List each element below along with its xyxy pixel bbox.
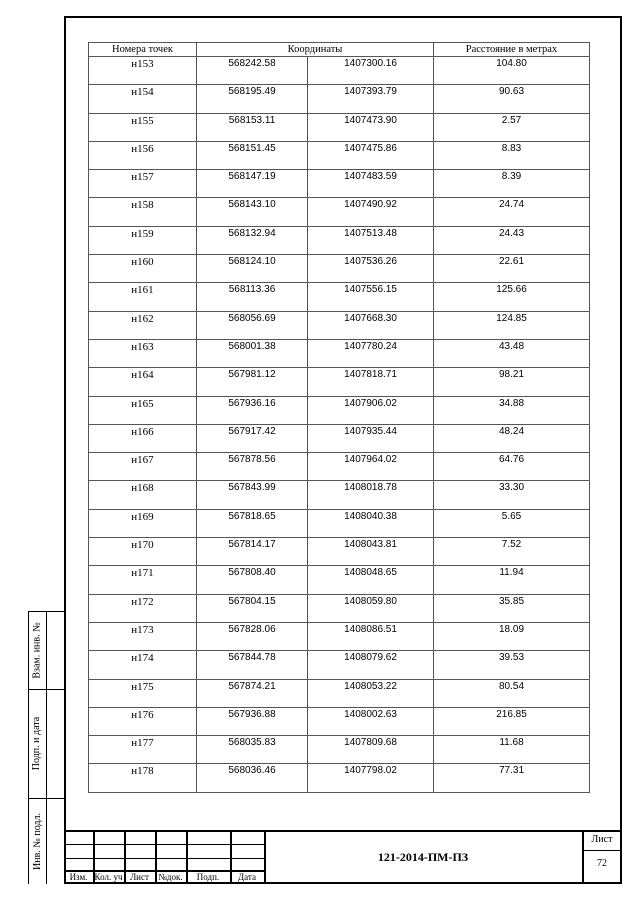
stamp-izm: Изм. [69,872,88,882]
point-number-cell: н171 [89,566,197,594]
coord-x-cell: 567804.15 [197,594,308,622]
coord-x-cell: 567917.42 [197,424,308,452]
point-number-cell: н176 [89,707,197,735]
coord-x-cell: 567878.56 [197,453,308,481]
distance-cell: 22.61 [434,255,590,283]
coord-x-cell: 568036.46 [197,764,308,792]
coord-y-cell: 1408048.65 [308,566,434,594]
point-number-cell: н156 [89,141,197,169]
coord-x-cell: 567818.65 [197,509,308,537]
coord-x-cell: 568056.69 [197,311,308,339]
distance-cell: 35.85 [434,594,590,622]
table-body [89,57,590,793]
table-row [89,566,590,594]
coord-y-cell: 1407556.15 [308,283,434,311]
coord-x-cell: 567844.78 [197,651,308,679]
coord-y-cell: 1408043.81 [308,538,434,566]
coord-x-cell: 568143.10 [197,198,308,226]
coord-x-cell: 568124.10 [197,255,308,283]
header-distance: Расстояние в метрах [434,43,590,57]
distance-cell: 39.53 [434,651,590,679]
stamp-kol-uch: Кол. уч [94,872,123,882]
side-label-vzam: Взам. инв. № [31,621,43,679]
header-point-numbers: Номера точек [89,43,197,57]
coord-y-cell: 1408018.78 [308,481,434,509]
point-number-cell: н170 [89,538,197,566]
distance-cell: 125.66 [434,283,590,311]
title-block [64,830,622,884]
table-row [89,538,590,566]
coord-y-cell: 1407473.90 [308,113,434,141]
point-number-cell: н165 [89,396,197,424]
side-label-inv: Инв. № подл. [31,812,43,870]
point-number-cell: н154 [89,85,197,113]
point-number-cell: н157 [89,170,197,198]
distance-cell: 48.24 [434,424,590,452]
distance-cell: 2.57 [434,113,590,141]
distance-cell: 8.83 [434,141,590,169]
coord-x-cell: 567843.99 [197,481,308,509]
coord-x-cell: 567981.12 [197,368,308,396]
distance-cell: 18.09 [434,622,590,650]
distance-cell: 7.52 [434,538,590,566]
point-number-cell: н175 [89,679,197,707]
coord-y-cell: 1407780.24 [308,339,434,367]
table-row [89,170,590,198]
distance-cell: 80.54 [434,679,590,707]
coord-y-cell: 1407818.71 [308,368,434,396]
coord-y-cell: 1407809.68 [308,736,434,764]
coord-y-cell: 1408086.51 [308,622,434,650]
distance-cell: 64.76 [434,453,590,481]
coord-y-cell: 1407935.44 [308,424,434,452]
table-row [89,255,590,283]
point-number-cell: н166 [89,424,197,452]
table-row [89,141,590,169]
coord-x-cell: 567814.17 [197,538,308,566]
table-row [89,113,590,141]
distance-cell: 104.80 [434,57,590,85]
sheet-number: 72 [597,858,607,869]
distance-cell: 34.88 [434,396,590,424]
coord-x-cell: 568132.94 [197,226,308,254]
distance-cell: 77.31 [434,764,590,792]
coord-y-cell: 1407964.02 [308,453,434,481]
coord-y-cell: 1407475.86 [308,141,434,169]
distance-cell: 5.65 [434,509,590,537]
coord-x-cell: 568151.45 [197,141,308,169]
table-row [89,283,590,311]
coord-y-cell: 1408079.62 [308,651,434,679]
distance-cell: 24.43 [434,226,590,254]
table-row [89,396,590,424]
coord-y-cell: 1408002.63 [308,707,434,735]
distance-cell: 216.85 [434,707,590,735]
table-header-row [89,43,590,57]
table-row [89,509,590,537]
coord-x-cell: 568242.58 [197,57,308,85]
side-col-values [46,611,65,884]
stamp-podp: Подп. [196,872,220,882]
table-row [89,368,590,396]
document-code: 121-2014-ПМ-ПЗ [377,849,469,864]
coord-x-cell: 567828.06 [197,622,308,650]
stamp-ndok: №док. [158,872,183,882]
coord-x-cell: 568147.19 [197,170,308,198]
coord-x-cell: 567808.40 [197,566,308,594]
table-row [89,339,590,367]
coord-y-cell: 1407300.16 [308,57,434,85]
table-row [89,481,590,509]
point-number-cell: н158 [89,198,197,226]
coord-x-cell: 568113.36 [197,283,308,311]
coord-x-cell: 568035.83 [197,736,308,764]
side-label-podp: Подп. и дата [31,716,43,771]
table-row [89,764,590,792]
point-number-cell: н177 [89,736,197,764]
point-number-cell: н173 [89,622,197,650]
point-number-cell: н167 [89,453,197,481]
distance-cell: 24.74 [434,198,590,226]
sheet-label: Лист [591,834,613,845]
table-row [89,453,590,481]
distance-cell: 90.63 [434,85,590,113]
coord-y-cell: 1407393.79 [308,85,434,113]
table-row [89,424,590,452]
coord-x-cell: 568001.38 [197,339,308,367]
coord-y-cell: 1408059.80 [308,594,434,622]
table-row [89,594,590,622]
table-row [89,622,590,650]
table-row [89,226,590,254]
table-row [89,57,590,85]
stamp-data: Дата [238,872,256,882]
point-number-cell: н163 [89,339,197,367]
table-row [89,707,590,735]
distance-cell: 11.94 [434,566,590,594]
table-row [89,736,590,764]
coord-y-cell: 1408040.38 [308,509,434,537]
distance-cell: 98.21 [434,368,590,396]
table-row [89,651,590,679]
header-coordinates: Координаты [197,43,434,57]
point-number-cell: н162 [89,311,197,339]
table-row [89,85,590,113]
distance-cell: 11.68 [434,736,590,764]
table-row [89,679,590,707]
point-number-cell: н174 [89,651,197,679]
point-number-cell: н161 [89,283,197,311]
side-strip [28,611,64,884]
coord-y-cell: 1407536.26 [308,255,434,283]
coord-x-cell: 568195.49 [197,85,308,113]
coord-y-cell: 1407513.48 [308,226,434,254]
table-row [89,311,590,339]
coord-y-cell: 1407798.02 [308,764,434,792]
point-number-cell: н168 [89,481,197,509]
point-number-cell: н178 [89,764,197,792]
coord-x-cell: 568153.11 [197,113,308,141]
point-number-cell: н160 [89,255,197,283]
coord-x-cell: 567936.88 [197,707,308,735]
coord-x-cell: 567936.16 [197,396,308,424]
coord-x-cell: 567874.21 [197,679,308,707]
coord-y-cell: 1408053.22 [308,679,434,707]
distance-cell: 124.85 [434,311,590,339]
coord-y-cell: 1407906.02 [308,396,434,424]
distance-cell: 43.48 [434,339,590,367]
point-number-cell: н155 [89,113,197,141]
table-row [89,198,590,226]
point-number-cell: н153 [89,57,197,85]
point-number-cell: н169 [89,509,197,537]
coord-y-cell: 1407490.92 [308,198,434,226]
point-number-cell: н159 [89,226,197,254]
coord-y-cell: 1407483.59 [308,170,434,198]
distance-cell: 33.30 [434,481,590,509]
stamp-list: Лист [130,872,149,882]
point-number-cell: н164 [89,368,197,396]
coord-y-cell: 1407668.30 [308,311,434,339]
distance-cell: 8.39 [434,170,590,198]
coordinates-table [88,42,590,793]
point-number-cell: н172 [89,594,197,622]
